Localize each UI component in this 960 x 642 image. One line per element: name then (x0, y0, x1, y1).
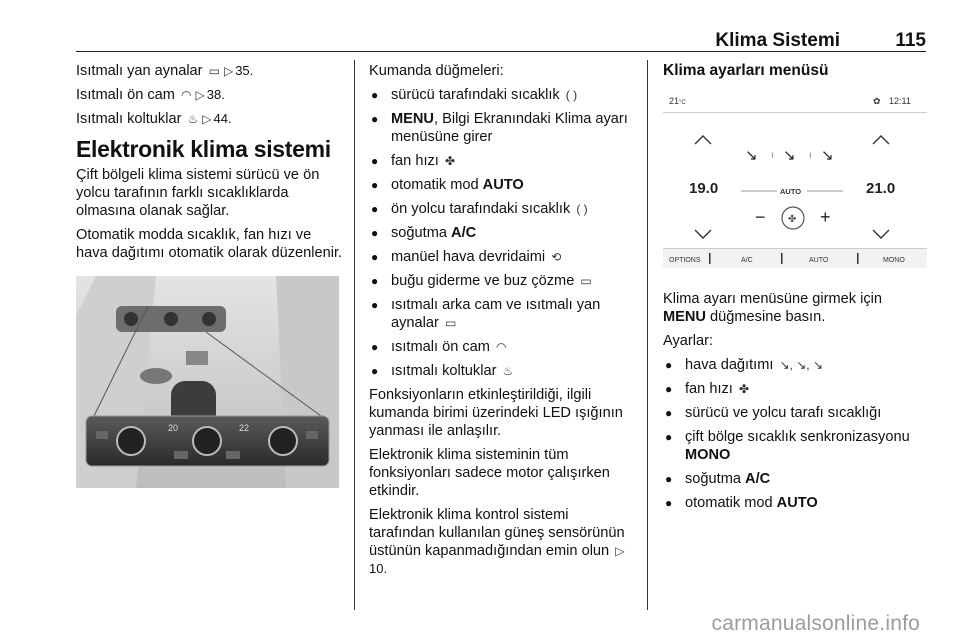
paragraph: Elektronik klima kontrol sistemi tarafından kullanılan güneş sensörünün üstünün kapanmadığından emin olun ▷10. (369, 507, 625, 576)
paragraph: Otomatik modda sıcaklık, fan hızı ve hava dağıtımı otomatik olarak düzenlenir. (76, 227, 343, 261)
column-2 (369, 62, 637, 584)
ref-line-windscreen: Isıtmalı ön cam ◠ ▷ 38. (76, 87, 225, 103)
paragraph: Çift bölgeli klima sistemi sürücü ve ön yolcu tarafının farklı sıcaklıklarda olmasına olanak sağlar. (76, 167, 320, 219)
heated-mirror-icon: ▭ (208, 64, 220, 78)
outside-temperature: 21 (669, 96, 680, 106)
header-rule (76, 51, 926, 52)
left-temperature: 19.0 (689, 180, 719, 197)
paragraph: Klima ayarı menüsüne girmek için MENU düğmesine basın. (663, 291, 882, 325)
heated-seat-icon: ♨ (187, 112, 199, 126)
temperature-dial-icon: ( ) (576, 202, 588, 216)
list-item: ● ısıtmalı arka cam ve ısıtmalı yan aynalar ▭ (369, 296, 637, 332)
list-item: ● sürücü tarafındaki sıcaklık ( ) (369, 86, 637, 104)
list-item: ● çift bölge sıcaklık senkronizasyonu MONO (663, 428, 927, 464)
paragraph: Fonksiyonların etkinleştirildiği, ilgili kumanda birimi üzerindeki LED ışığının yanması ile anlaşılır. (369, 387, 623, 439)
right-temperature: 21.0 (866, 180, 896, 197)
fan-speed-plus-button[interactable]: + (820, 207, 831, 227)
outside-temperature-unit: °C (679, 100, 686, 106)
air-distribution-feet-icon[interactable]: ↘ (783, 147, 796, 164)
page-number: 115 (895, 30, 926, 51)
settings-label: Ayarlar: (663, 333, 714, 349)
photo-left-display: 20 (168, 423, 179, 433)
clock: 12:11 (889, 96, 911, 106)
list-intro: Kumanda düğmeleri: (369, 63, 504, 79)
watermark: carmanualsonline.info (711, 612, 920, 635)
air-distribution-icon: ↘, ↘, ↘ (779, 358, 823, 372)
list-item: ● buğu giderme ve buz çözme ▭ (369, 272, 637, 290)
list-item: ● MENU, Bilgi Ekranındaki Klima ayarı menüsüne girer (369, 110, 637, 146)
fan-icon: ✤ (444, 154, 455, 168)
page-title: Klima Sistemi (715, 30, 840, 51)
paragraph: Elektronik klima sisteminin tüm fonksiyonları sadece motor çalışırken etkindir. (369, 447, 610, 499)
air-recirculation-icon: ⟲ (551, 250, 562, 264)
list-item: ● fan hızı ✤ (663, 380, 927, 398)
climate-menu-illustration (663, 88, 927, 268)
list-item: ● fan hızı ✤ (369, 152, 637, 170)
list-item: ● ısıtmalı koltuklar ♨ (369, 362, 637, 380)
climate-control-photo (76, 276, 339, 488)
subsection-title: Klima ayarları menüsü (663, 62, 829, 79)
ac-button[interactable]: A/C (741, 257, 753, 264)
list-item: ● sürücü ve yolcu tarafı sıcaklığı (663, 404, 927, 422)
section-title: Elektronik klima sistemi (76, 136, 331, 162)
svg-text:ı: ı (809, 150, 812, 161)
climate-control-illustration (76, 276, 339, 488)
auto-button[interactable]: AUTO (809, 257, 829, 264)
air-distribution-face-icon[interactable]: ↘ (745, 147, 758, 164)
control-button-list (369, 86, 637, 380)
column-1 (76, 62, 344, 488)
fan-icon: ✤ (738, 382, 749, 396)
climate-menu-screen (663, 88, 927, 268)
column-divider-1 (354, 60, 355, 610)
column-3 (663, 62, 927, 518)
rear-window-heating-icon: ▭ (444, 316, 457, 330)
defrost-icon: ▭ (580, 274, 592, 288)
list-item: ● soğutma A/C (663, 470, 927, 488)
see-reference-icon: ▷ (615, 544, 625, 558)
auto-mode-label[interactable]: AUTO (780, 187, 802, 196)
list-item: ● soğutma A/C (369, 224, 637, 242)
ref-line-seats: Isıtmalı koltuklar ♨ ▷ 44. (76, 111, 232, 127)
svg-text:ı: ı (771, 150, 774, 161)
ref-line-mirrors: Isıtmalı yan aynalar ▭ ▷ 35. (76, 63, 254, 79)
fan-speed-minus-button[interactable]: − (755, 207, 766, 227)
settings-gear-icon[interactable]: ✿ (873, 96, 881, 106)
svg-text:✤: ✤ (788, 214, 797, 225)
settings-list (663, 356, 927, 512)
see-reference-icon: ▷ (202, 112, 212, 126)
list-item: ● otomatik mod AUTO (663, 494, 927, 512)
options-button[interactable]: OPTIONS (669, 257, 701, 264)
photo-right-display: 22 (239, 423, 250, 433)
list-item: ● ön yolcu tarafındaki sıcaklık ( ) (369, 200, 637, 218)
list-item: ● ısıtmalı ön cam ◠ (369, 338, 637, 356)
heated-windscreen-icon: ◠ (496, 340, 507, 354)
air-distribution-windscreen-icon[interactable]: ↘ (821, 147, 834, 164)
heated-seat-icon: ♨ (502, 364, 514, 378)
page-header (76, 26, 926, 52)
list-item: ● otomatik mod AUTO (369, 176, 637, 194)
see-reference-icon: ▷ (195, 88, 205, 102)
list-item: ● hava dağıtımı ↘, ↘, ↘ (663, 356, 927, 374)
heated-windscreen-icon: ◠ (181, 88, 192, 102)
see-reference-icon: ▷ (223, 64, 234, 78)
mono-button[interactable]: MONO (883, 257, 905, 264)
column-divider-2 (647, 60, 648, 610)
list-item: ● manüel hava devridaimi ⟲ (369, 248, 637, 266)
temperature-dial-icon: ( ) (565, 88, 578, 102)
